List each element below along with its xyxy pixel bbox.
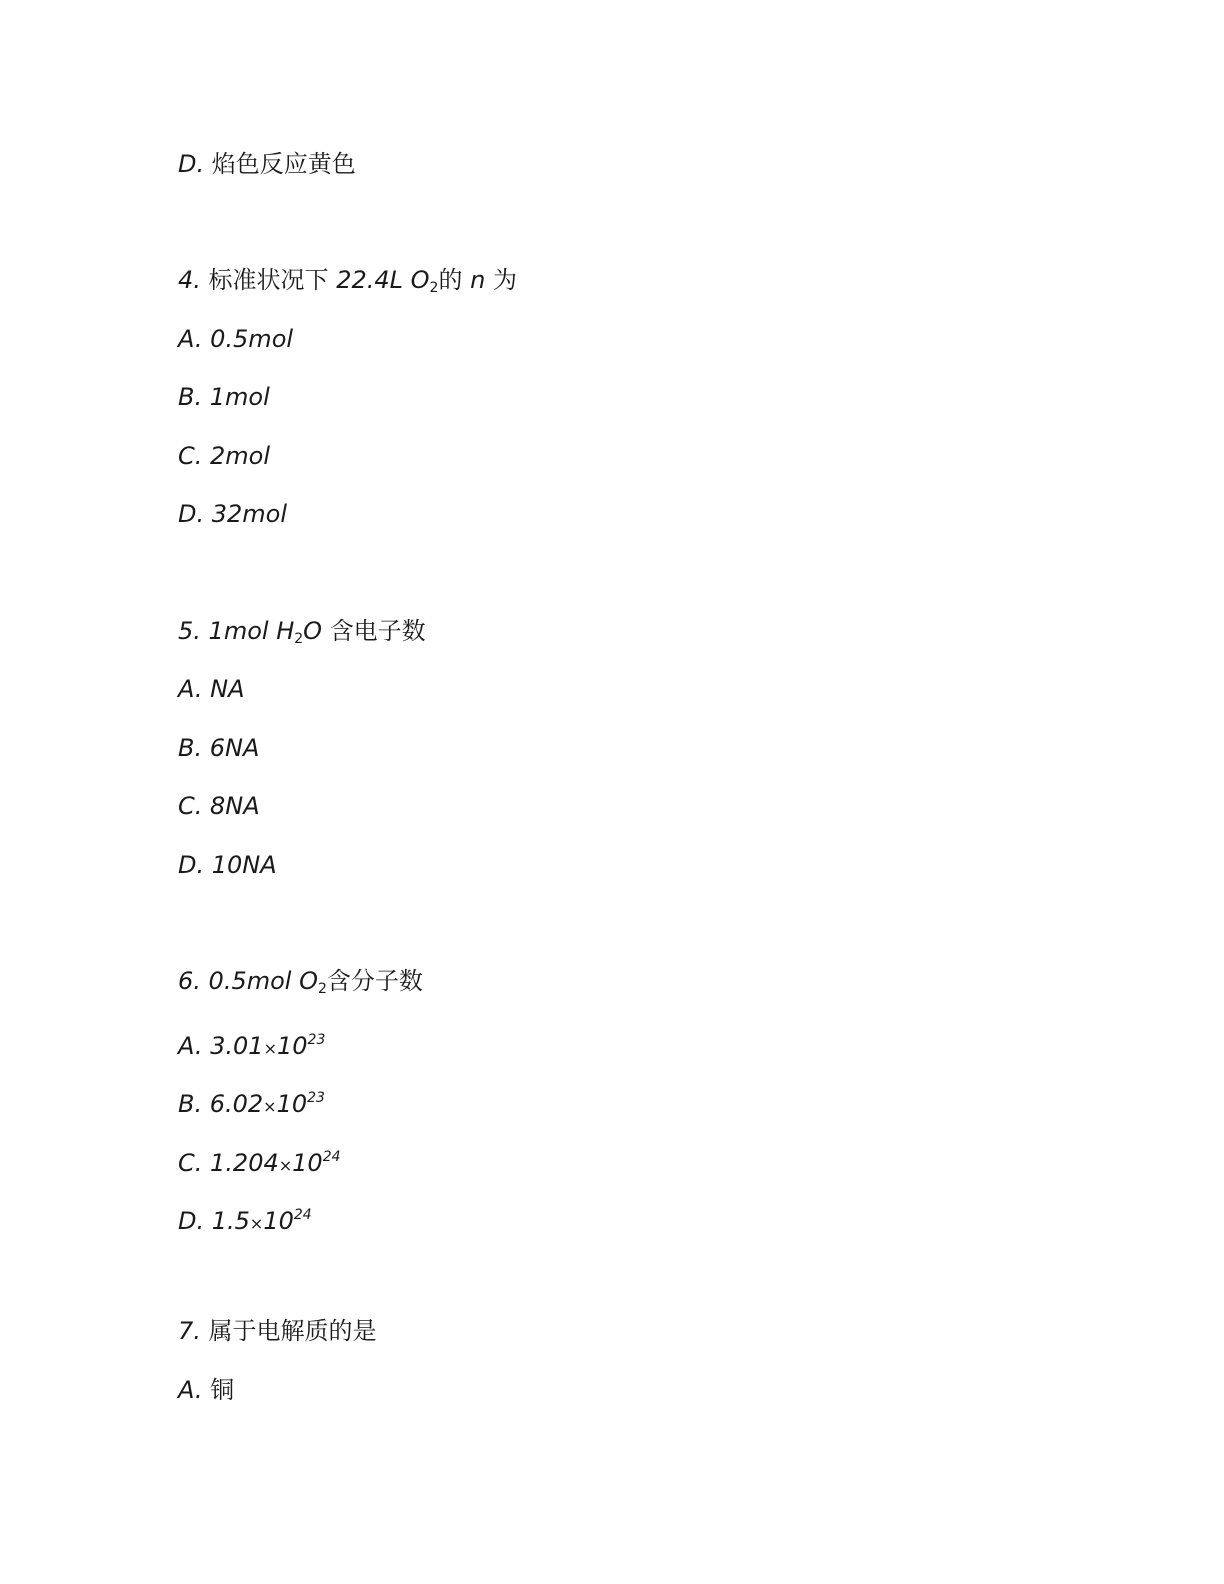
base: 10 [292, 1149, 323, 1177]
q6-option-c [178, 1141, 341, 1182]
option-label: A. [178, 1032, 203, 1060]
stem-part: O [303, 617, 323, 645]
option-label: B. [178, 383, 203, 411]
mantissa: 6.02 [209, 1090, 264, 1118]
question-number: 6. [178, 967, 201, 995]
q6-stem [178, 965, 423, 1005]
option-text: 焰色反应黄色 [211, 150, 356, 178]
stem-part: n [470, 266, 486, 294]
option-label: C. [178, 792, 203, 820]
option-label: D. [178, 500, 205, 528]
option-text: 2mol [210, 442, 271, 470]
option-text: 32mol [211, 500, 288, 528]
q4-option-c [178, 440, 270, 472]
q4-option-b [178, 381, 270, 413]
mantissa: 3.01 [210, 1032, 264, 1060]
option-label: A. [178, 1376, 203, 1404]
option-text: 铜 [210, 1376, 235, 1404]
option-label: C. [178, 1149, 203, 1177]
stem-part: 22.4L [336, 266, 403, 294]
stem-part: 含分子数 [326, 967, 423, 995]
option-label: C. [178, 442, 203, 470]
times-sign: × [278, 1156, 293, 1175]
option-text: NA [210, 675, 245, 703]
option-text: 0.5mol [210, 325, 294, 353]
q4-option-a [178, 323, 293, 355]
exponent: 23 [307, 1032, 326, 1048]
exponent: 24 [293, 1207, 312, 1223]
option-label: D. [178, 851, 205, 879]
option-label: D. [178, 1207, 205, 1235]
stem-part: 含电子数 [329, 617, 426, 645]
q6-option-a [178, 1024, 325, 1065]
q7-option-a [178, 1374, 234, 1406]
stem-part: 的 [438, 266, 463, 294]
stem-text: 属于电解质的是 [208, 1317, 377, 1345]
option-text: 1mol [209, 383, 270, 411]
subscript: 2 [429, 280, 439, 296]
option-label: B. [178, 1090, 203, 1118]
q5-option-c [178, 790, 260, 822]
option-text: 10NA [211, 851, 277, 879]
base: 10 [276, 1090, 308, 1118]
option-label: A. [178, 675, 203, 703]
option-label: B. [178, 734, 203, 762]
q5-option-b [178, 732, 259, 764]
option-label: D. [178, 150, 205, 178]
question-number: 4. [178, 266, 201, 294]
q3-option-d [178, 148, 356, 180]
exponent: 23 [307, 1090, 325, 1106]
q7-stem [178, 1315, 377, 1347]
mantissa: 1.204 [210, 1149, 279, 1177]
times-sign: × [263, 1039, 277, 1058]
q6-option-d [178, 1199, 312, 1240]
stem-part: 1mol [208, 617, 269, 645]
stem-part: 0.5mol [208, 967, 292, 995]
stem-part: 为 [492, 266, 517, 294]
stem-part: O [410, 266, 430, 294]
q4-stem [178, 264, 517, 304]
times-sign: × [263, 1097, 277, 1116]
times-sign: × [249, 1214, 264, 1233]
q5-option-d [178, 849, 277, 881]
question-number: 7. [178, 1317, 201, 1345]
q5-option-a [178, 673, 245, 705]
stem-part: 标准状况下 [208, 266, 329, 294]
base: 10 [263, 1207, 294, 1235]
subscript: 2 [317, 981, 327, 997]
option-label: A. [178, 325, 203, 353]
mantissa: 1.5 [211, 1207, 250, 1235]
stem-part: H [276, 617, 295, 645]
base: 10 [276, 1032, 308, 1060]
question-number: 5. [178, 617, 201, 645]
subscript: 2 [294, 631, 304, 647]
stem-part: O [299, 967, 318, 995]
option-text: 8NA [210, 792, 260, 820]
q6-option-b [178, 1082, 325, 1123]
q5-stem [178, 615, 426, 655]
exponent: 24 [322, 1149, 341, 1165]
option-text: 6NA [209, 734, 260, 762]
q4-option-d [178, 498, 287, 530]
